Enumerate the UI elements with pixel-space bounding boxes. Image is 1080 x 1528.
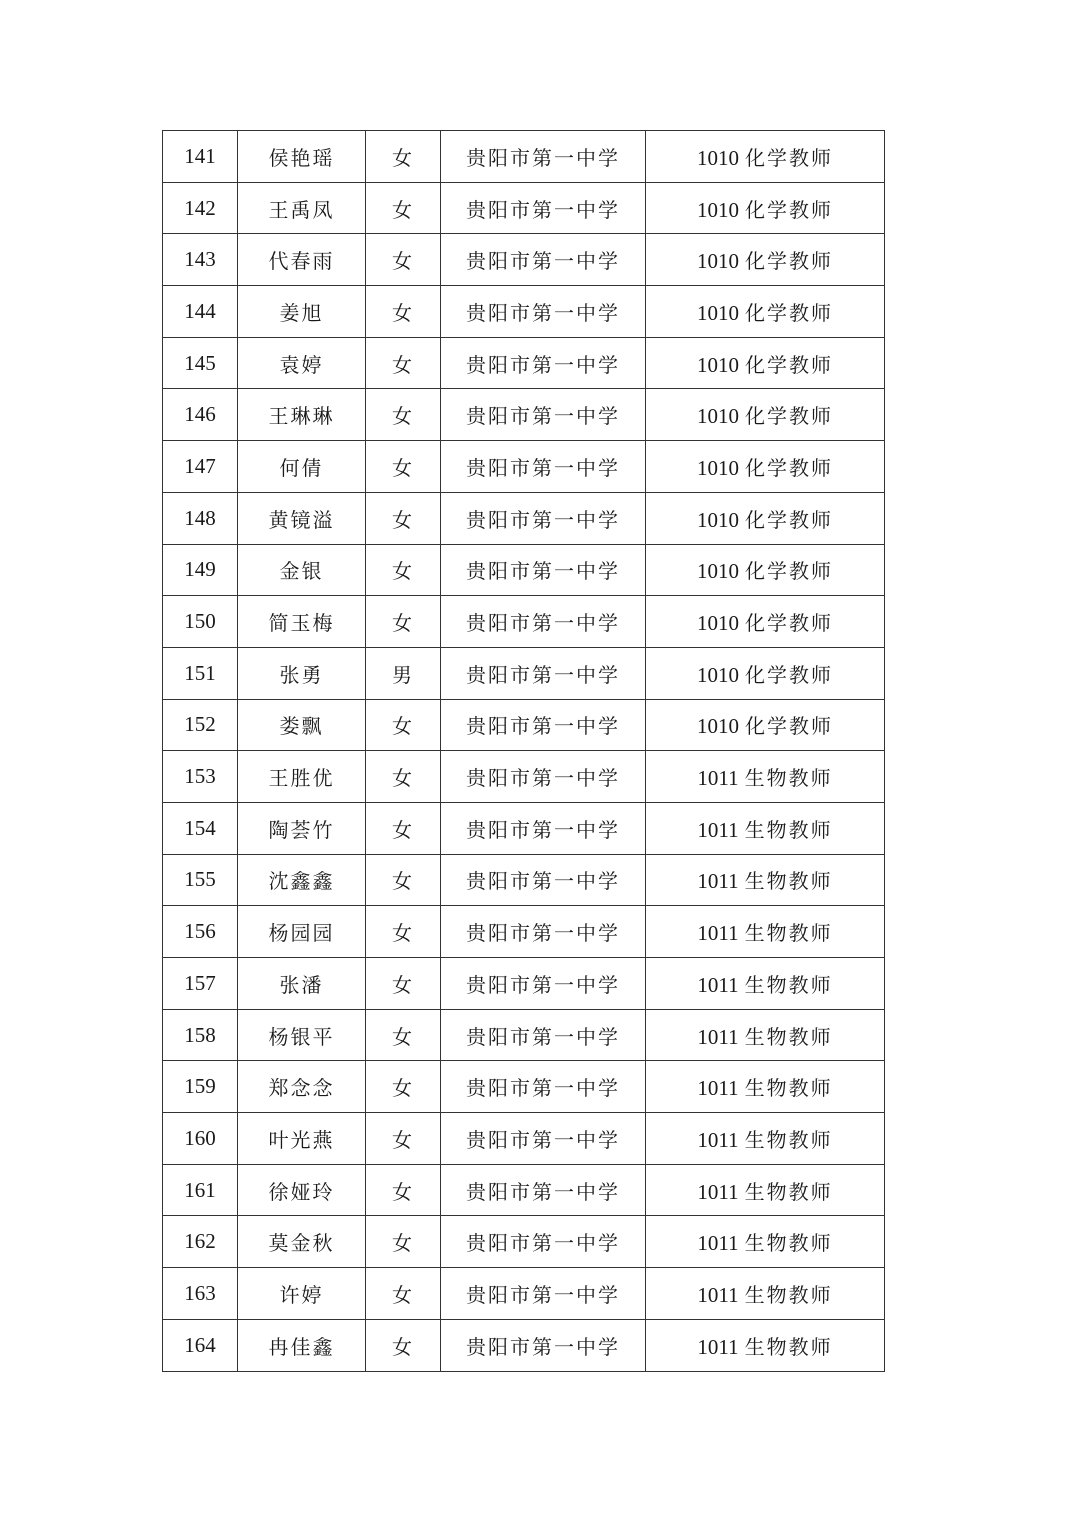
position-cell: [646, 234, 885, 286]
gender-cell: 女: [366, 441, 441, 493]
row-number-cell: 150: [163, 596, 238, 648]
position-title: 生物教师: [744, 972, 833, 997]
school-cell: 贵阳市第一中学: [441, 286, 646, 338]
table-row: [163, 751, 885, 803]
gender-cell: 女: [366, 906, 441, 958]
position-code: 1010: [697, 352, 739, 377]
position-title: 化学教师: [745, 352, 833, 377]
name-cell: 何倩: [238, 441, 366, 493]
position-cell: [646, 131, 885, 183]
table-row: [163, 234, 885, 286]
position-code: 1010: [697, 145, 739, 170]
position-title: 生物教师: [744, 817, 833, 842]
table-row: [163, 389, 885, 441]
name-cell: 黄镜溢: [238, 492, 366, 544]
position-code: 1010: [697, 507, 739, 532]
table-row: [163, 182, 885, 234]
position-cell: [646, 699, 885, 751]
gender-cell: 男: [366, 647, 441, 699]
position-title: 生物教师: [744, 1282, 833, 1307]
position-title: 生物教师: [744, 1127, 833, 1152]
position-cell: [646, 1164, 885, 1216]
school-cell: 贵阳市第一中学: [441, 802, 646, 854]
school-cell: 贵阳市第一中学: [441, 131, 646, 183]
name-cell: 杨园园: [238, 906, 366, 958]
position-title: 化学教师: [745, 300, 833, 325]
position-title: 化学教师: [745, 197, 833, 222]
gender-cell: 女: [366, 544, 441, 596]
row-number-cell: 141: [163, 131, 238, 183]
name-cell: 叶光燕: [238, 1113, 366, 1165]
table-row: [163, 1009, 885, 1061]
school-cell: 贵阳市第一中学: [441, 647, 646, 699]
row-number-cell: 154: [163, 802, 238, 854]
table-row: [163, 1164, 885, 1216]
row-number-cell: 164: [163, 1319, 238, 1371]
position-cell: [646, 596, 885, 648]
name-cell: 徐娅玲: [238, 1164, 366, 1216]
row-number-cell: 145: [163, 337, 238, 389]
position-code: 1010: [697, 404, 739, 429]
position-code: 1010: [697, 662, 739, 687]
name-cell: 杨银平: [238, 1009, 366, 1061]
position-code: 1010: [697, 714, 739, 739]
school-cell: 贵阳市第一中学: [441, 337, 646, 389]
school-cell: 贵阳市第一中学: [441, 1164, 646, 1216]
row-number-cell: 159: [163, 1061, 238, 1113]
school-cell: 贵阳市第一中学: [441, 1268, 646, 1320]
row-number-cell: 153: [163, 751, 238, 803]
position-cell: [646, 1319, 885, 1371]
position-title: 生物教师: [744, 1231, 833, 1256]
name-cell: 冉佳鑫: [238, 1319, 366, 1371]
school-cell: 贵阳市第一中学: [441, 1061, 646, 1113]
gender-cell: 女: [366, 389, 441, 441]
row-number-cell: 155: [163, 854, 238, 906]
gender-cell: 女: [366, 234, 441, 286]
gender-cell: 女: [366, 286, 441, 338]
name-cell: 袁婷: [238, 337, 366, 389]
gender-cell: 女: [366, 596, 441, 648]
school-cell: 贵阳市第一中学: [441, 596, 646, 648]
school-cell: 贵阳市第一中学: [441, 699, 646, 751]
gender-cell: 女: [366, 802, 441, 854]
position-code: 1011: [697, 972, 739, 997]
name-cell: 张潘: [238, 958, 366, 1010]
row-number-cell: 152: [163, 699, 238, 751]
name-cell: 陶荟竹: [238, 802, 366, 854]
school-cell: 贵阳市第一中学: [441, 1319, 646, 1371]
position-title: 化学教师: [745, 559, 833, 584]
school-cell: 贵阳市第一中学: [441, 1113, 646, 1165]
table-row: [163, 1319, 885, 1371]
gender-cell: 女: [366, 751, 441, 803]
gender-cell: 女: [366, 1216, 441, 1268]
gender-cell: 女: [366, 1268, 441, 1320]
row-number-cell: 158: [163, 1009, 238, 1061]
position-title: 生物教师: [744, 1179, 833, 1204]
position-cell: [646, 492, 885, 544]
row-number-cell: 151: [163, 647, 238, 699]
position-cell: [646, 1268, 885, 1320]
position-title: 生物教师: [744, 766, 833, 791]
table-row: [163, 286, 885, 338]
position-cell: [646, 1113, 885, 1165]
name-cell: 姜旭: [238, 286, 366, 338]
position-cell: [646, 1216, 885, 1268]
table-row: [163, 544, 885, 596]
table-row: [163, 802, 885, 854]
position-cell: [646, 182, 885, 234]
roster-table-body: [163, 131, 885, 1372]
table-row: [163, 1113, 885, 1165]
row-number-cell: 162: [163, 1216, 238, 1268]
school-cell: 贵阳市第一中学: [441, 854, 646, 906]
position-code: 1010: [697, 249, 739, 274]
table-row: [163, 699, 885, 751]
position-cell: [646, 337, 885, 389]
position-cell: [646, 906, 885, 958]
school-cell: 贵阳市第一中学: [441, 1216, 646, 1268]
position-cell: [646, 441, 885, 493]
row-number-cell: 163: [163, 1268, 238, 1320]
position-code: 1011: [697, 766, 739, 791]
gender-cell: 女: [366, 131, 441, 183]
position-cell: [646, 647, 885, 699]
position-cell: [646, 1061, 885, 1113]
position-code: 1010: [697, 611, 739, 636]
position-code: 1011: [697, 1334, 739, 1359]
name-cell: 莫金秋: [238, 1216, 366, 1268]
name-cell: 王琳琳: [238, 389, 366, 441]
school-cell: 贵阳市第一中学: [441, 389, 646, 441]
position-code: 1011: [697, 1127, 739, 1152]
row-number-cell: 157: [163, 958, 238, 1010]
school-cell: 贵阳市第一中学: [441, 751, 646, 803]
row-number-cell: 144: [163, 286, 238, 338]
gender-cell: 女: [366, 337, 441, 389]
row-number-cell: 156: [163, 906, 238, 958]
position-cell: [646, 958, 885, 1010]
position-code: 1011: [697, 869, 739, 894]
name-cell: 金银: [238, 544, 366, 596]
gender-cell: 女: [366, 699, 441, 751]
row-number-cell: 142: [163, 182, 238, 234]
gender-cell: 女: [366, 1061, 441, 1113]
position-code: 1011: [697, 1076, 739, 1101]
row-number-cell: 147: [163, 441, 238, 493]
school-cell: 贵阳市第一中学: [441, 492, 646, 544]
position-code: 1010: [697, 559, 739, 584]
school-cell: 贵阳市第一中学: [441, 182, 646, 234]
name-cell: 代春雨: [238, 234, 366, 286]
table-row: [163, 854, 885, 906]
name-cell: 沈鑫鑫: [238, 854, 366, 906]
table-row: [163, 596, 885, 648]
table-row: [163, 647, 885, 699]
name-cell: 许婷: [238, 1268, 366, 1320]
row-number-cell: 148: [163, 492, 238, 544]
position-title: 化学教师: [745, 611, 833, 636]
position-code: 1010: [697, 197, 739, 222]
position-title: 生物教师: [744, 1076, 833, 1101]
school-cell: 贵阳市第一中学: [441, 234, 646, 286]
school-cell: 贵阳市第一中学: [441, 544, 646, 596]
table-row: [163, 337, 885, 389]
position-cell: [646, 751, 885, 803]
position-title: 生物教师: [744, 1334, 833, 1359]
position-code: 1011: [697, 921, 739, 946]
name-cell: 王胜优: [238, 751, 366, 803]
gender-cell: 女: [366, 492, 441, 544]
table-row: [163, 131, 885, 183]
position-title: 生物教师: [744, 921, 833, 946]
position-cell: [646, 854, 885, 906]
name-cell: 王禹凤: [238, 182, 366, 234]
gender-cell: 女: [366, 1164, 441, 1216]
gender-cell: 女: [366, 1319, 441, 1371]
position-title: 生物教师: [744, 1024, 833, 1049]
school-cell: 贵阳市第一中学: [441, 1009, 646, 1061]
position-title: 化学教师: [745, 714, 833, 739]
table-row: [163, 1061, 885, 1113]
position-title: 化学教师: [745, 455, 833, 480]
row-number-cell: 161: [163, 1164, 238, 1216]
gender-cell: 女: [366, 854, 441, 906]
position-code: 1011: [697, 1231, 739, 1256]
position-cell: [646, 544, 885, 596]
name-cell: 娄飘: [238, 699, 366, 751]
table-row: [163, 441, 885, 493]
gender-cell: 女: [366, 958, 441, 1010]
position-cell: [646, 1009, 885, 1061]
position-code: 1011: [697, 1024, 739, 1049]
position-code: 1011: [697, 817, 739, 842]
table-row: [163, 958, 885, 1010]
position-title: 化学教师: [745, 662, 833, 687]
position-code: 1010: [697, 455, 739, 480]
row-number-cell: 160: [163, 1113, 238, 1165]
gender-cell: 女: [366, 1113, 441, 1165]
position-code: 1011: [697, 1179, 739, 1204]
position-title: 化学教师: [745, 145, 833, 170]
position-code: 1011: [697, 1282, 739, 1307]
row-number-cell: 149: [163, 544, 238, 596]
position-cell: [646, 286, 885, 338]
gender-cell: 女: [366, 182, 441, 234]
position-title: 化学教师: [745, 404, 833, 429]
name-cell: 郑念念: [238, 1061, 366, 1113]
school-cell: 贵阳市第一中学: [441, 906, 646, 958]
name-cell: 张勇: [238, 647, 366, 699]
table-row: [163, 906, 885, 958]
school-cell: 贵阳市第一中学: [441, 441, 646, 493]
row-number-cell: 146: [163, 389, 238, 441]
position-title: 化学教师: [745, 249, 833, 274]
name-cell: 侯艳瑶: [238, 131, 366, 183]
school-cell: 贵阳市第一中学: [441, 958, 646, 1010]
name-cell: 简玉梅: [238, 596, 366, 648]
gender-cell: 女: [366, 1009, 441, 1061]
position-code: 1010: [697, 300, 739, 325]
roster-table: [162, 130, 885, 1372]
row-number-cell: 143: [163, 234, 238, 286]
position-title: 化学教师: [745, 507, 833, 532]
position-title: 生物教师: [744, 869, 833, 894]
table-row: [163, 1268, 885, 1320]
position-cell: [646, 389, 885, 441]
position-cell: [646, 802, 885, 854]
table-row: [163, 1216, 885, 1268]
table-row: [163, 492, 885, 544]
